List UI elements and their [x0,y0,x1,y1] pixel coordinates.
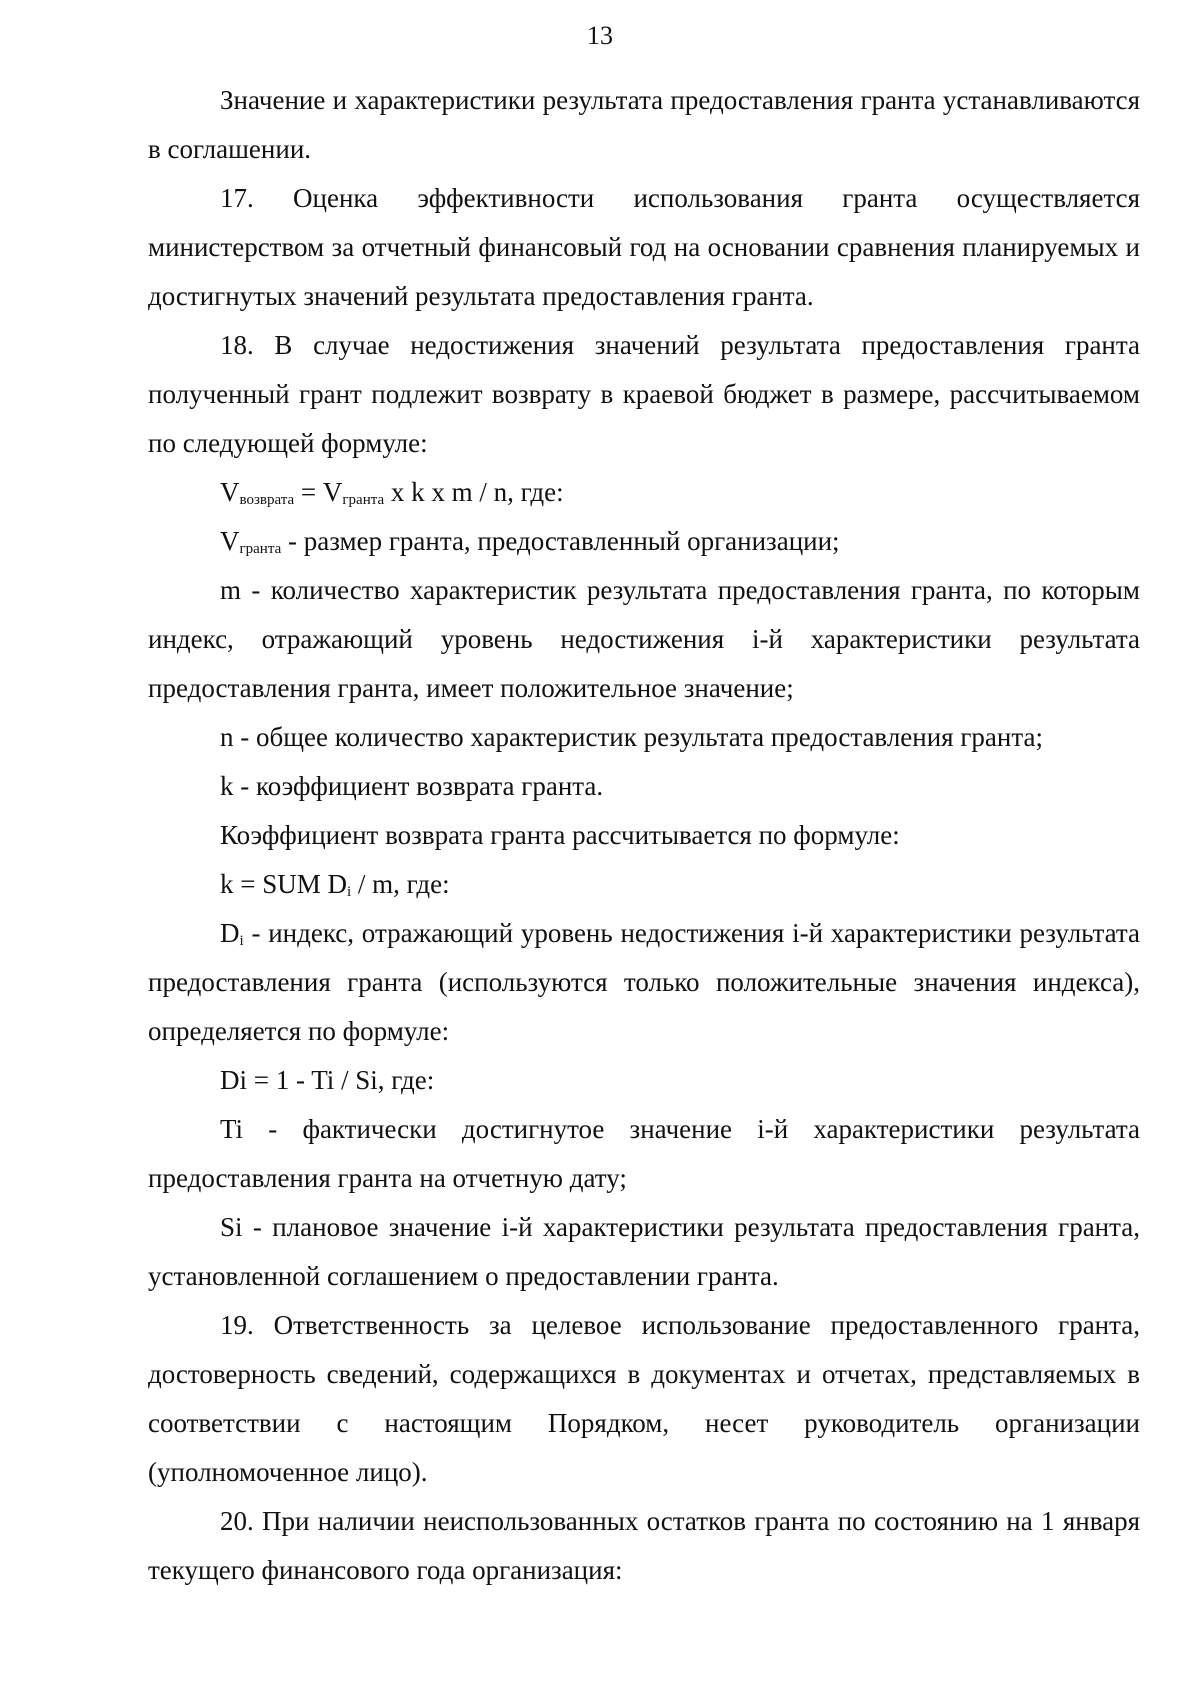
definition-k: k - коэффициент возврата гранта. [220,771,604,801]
def-di-subscript: i [239,933,244,949]
def-v-symbol: V [220,526,240,556]
def-v-text: - размер гранта, предоставленный организации; [281,526,840,556]
formula-rest: x k x m / n, где: [384,477,564,507]
definition-ti: Ti - фактически достигнутое значение i-й характеристики результата предоставления гранта на отчетную дату; [148,1114,1140,1193]
formula2-subscript: i [347,884,352,900]
definition-n: n - общее количество характеристик результата предоставления гранта; [220,722,1043,752]
paragraph-20: 20. При наличии неиспользованных остатков гранта по состоянию на 1 января текущего финансового года организация: [148,1506,1140,1585]
definition-m: m - количество характеристик результата предоставления гранта, по которым индекс, отражающий уровень недостижения i-й характеристики результата предоставления гранта, имеет положительное значение; [148,575,1140,703]
paragraph-17: 17. Оценка эффективности использования гранта осуществляется министерством за отчетный финансовый год на основании сравнения планируемых и достигнутых значений результата предоставления гранта. [148,183,1140,311]
formula-coefficient [148,860,1140,909]
formula-v-subscript-return: возврата [239,492,295,508]
def-v-subscript: гранта [239,541,282,557]
definition-v-grant [148,517,1140,566]
definition-si: Si - плановое значение i-й характеристики результата предоставления гранта, установленной соглашением о предоставлении гранта. [148,1212,1140,1291]
page-number: 13 [587,21,613,50]
coefficient-intro: Коэффициент возврата гранта рассчитывается по формуле: [220,820,900,850]
def-di-symbol: D [220,918,240,948]
definition-di [148,909,1140,1056]
formula2-rest: / m, где: [351,869,450,899]
def-di-text: - индекс, отражающий уровень недостижения i-й характеристики результата предоставления гранта (используются только положительные значения индекса), определяется по формуле: [148,918,1140,1046]
paragraph-18: 18. В случае недостижения значений результата предоставления гранта полученный грант подлежит возврату в краевой бюджет в размере, рассчитываемом по следующей формуле: [148,330,1140,458]
formula-return-amount [148,468,1140,517]
formula-v-symbol: V [220,477,240,507]
paragraph-19: 19. Ответственность за целевое использование предоставленного гранта, достоверность сведений, содержащихся в документах и отчетах, представляемых в соответствии с настоящим Порядком, несет руководитель организации (уполномоченное лицо). [148,1310,1140,1487]
document-body [148,76,1140,1595]
formula2-start: k = SUM D [220,869,347,899]
formula-v-subscript-grant: гранта [342,492,385,508]
formula-equals-v: = V [294,477,343,507]
formula-index: Di = 1 - Ti / Si, где: [220,1065,435,1095]
paragraph-result-values: Значение и характеристики результата предоставления гранта устанавливаются в соглашении. [148,85,1140,164]
